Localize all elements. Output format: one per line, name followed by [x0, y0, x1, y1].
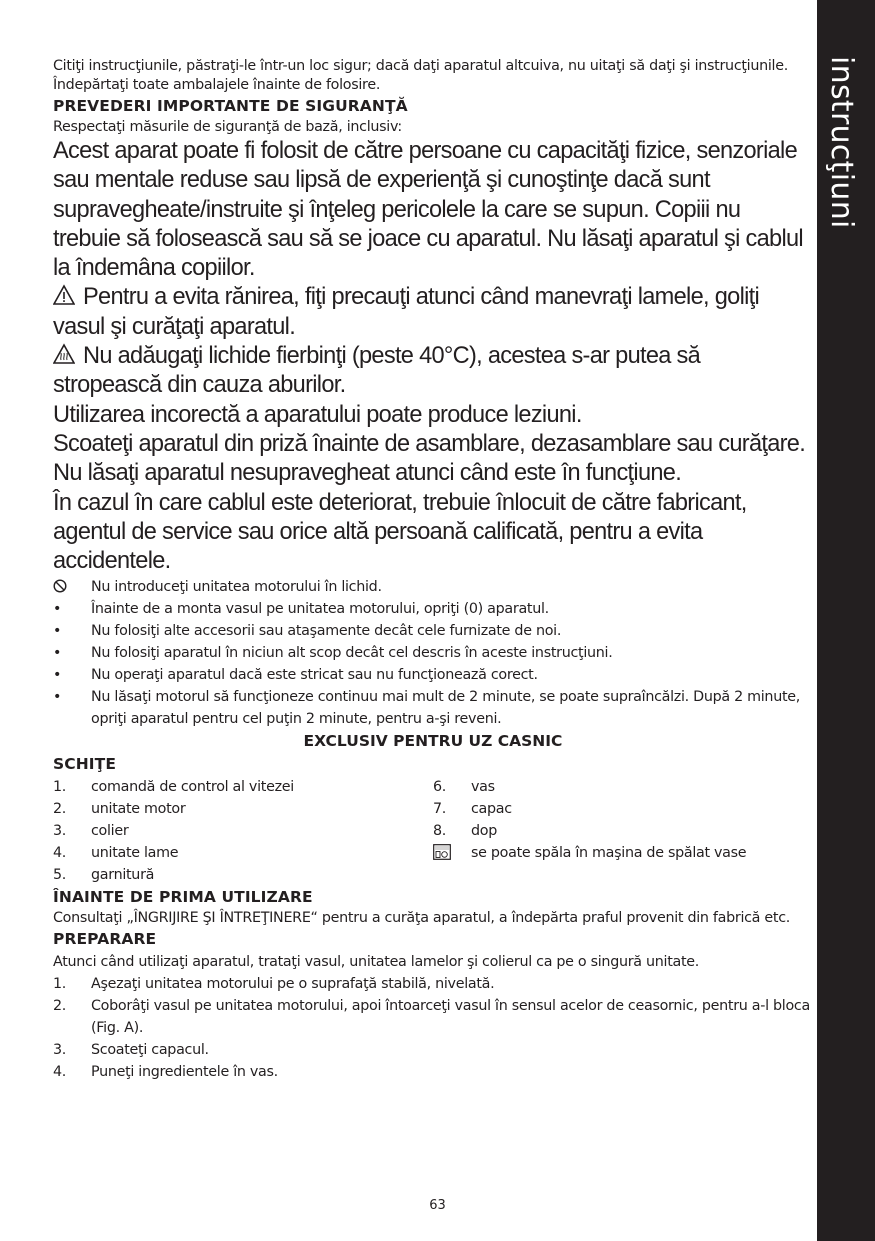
list-item: 3. colier — [53, 823, 129, 840]
list-item: 2. unitate motor — [53, 801, 186, 818]
preparation-steps — [53, 973, 813, 1083]
parts-list — [53, 776, 813, 886]
safety-bullet-list — [53, 576, 813, 730]
side-tab-label: instrucţiuni — [824, 56, 859, 229]
safety-paragraph-6: Nu lăsaţi aparatul nesupravegheat atunci când este în funcţiune. — [53, 460, 682, 487]
dishwasher-safe-icon — [433, 842, 463, 864]
safety-paragraph-4: Utilizarea incorectă a aparatului poate produce leziuni. — [53, 401, 582, 428]
before-first-use-text: Consultaţi „ÎNGRIJIRE ŞI ÎNTREŢINERE“ pentru a curăţa aparatul, a îndepărta praful provenit din fabrică etc. — [53, 910, 790, 927]
list-item: 1. Aşezaţi unitatea motorului pe o suprafaţă stabilă, nivelată. — [53, 976, 495, 993]
before-first-use-heading: ÎNAINTE DE PRIMA UTILIZARE — [53, 888, 313, 907]
list-item: • Înainte de a monta vasul pe unitatea motorului, opriţi (0) aparatul. — [53, 601, 549, 618]
safety-subheading: Respectaţi măsurile de siguranţă de bază, inclusiv: — [53, 119, 402, 135]
preparation-intro: Atunci când utilizaţi aparatul, trataţi vasul, unitatea lamelor şi colierul ca pe o singură unitate. — [53, 954, 700, 971]
list-item: 8. dop — [433, 823, 497, 840]
list-item: 3. Scoateţi capacul. — [53, 1042, 209, 1059]
safety-heading: PREVEDERI IMPORTANTE DE SIGURANŢĂ — [53, 97, 408, 115]
list-item: 4. unitate lame — [53, 845, 179, 862]
parts-list-left — [53, 776, 433, 886]
safety-paragraph-7: În cazul în care cablul este deteriorat, trebuie înlocuit de către fabricant, agentul de service sau orice altă persoană calificată, pentru a evita accidentele. — [53, 489, 747, 575]
safety-paragraph-2 — [53, 283, 813, 342]
warning-triangle-icon — [53, 284, 75, 306]
no-immersion-icon — [53, 576, 73, 598]
safety-paragraph-1: Acest aparat poate fi folosit de către persoane cu capacităţi fizice, senzoriale sau mentale reduse sau lipsă de experienţă şi cunoştinţe dacă sunt supravegheate/instruite şi înţeleg pericolele la care se supun. Copiii nu trebuie să folosească sau să se joace cu aparatul. Nu lăsaţi aparatul şi cablul la îndemâna copiilor. — [53, 138, 803, 282]
sketches-heading: SCHIŢE — [53, 755, 117, 774]
safety-paragraph-3 — [53, 342, 813, 401]
safety-paragraph-3-text: Nu adăugaţi lichide fierbinţi (peste 40°C), acestea s-ar putea să stropească din cauza aburilor. — [53, 343, 701, 399]
list-item: Nu introduceţi unitatea motorului în lichid. — [53, 576, 813, 598]
parts-list-right — [433, 776, 813, 886]
page-content — [53, 57, 813, 1083]
list-item: 7. capac — [433, 801, 512, 818]
household-use-heading: EXCLUSIV PENTRU UZ CASNIC — [303, 732, 563, 751]
list-item: 5. garnitură — [53, 867, 155, 884]
hot-surface-warning-icon — [53, 343, 75, 365]
list-item: 2. Coborâţi vasul pe unitatea motorului, apoi întoarceţi vasul în sensul acelor de ceasornic, pentru a-l bloca (Fig. A). — [53, 998, 810, 1037]
side-tab — [817, 0, 875, 1241]
list-item: • Nu folosiţi aparatul în niciun alt scop decât cel descris în aceste instrucţiuni. — [53, 645, 613, 662]
list-item: 6. vas — [433, 779, 495, 796]
page-number: 63 — [429, 1198, 446, 1213]
safety-paragraph-5: Scoateţi aparatul din priză înainte de asamblare, dezasamblare sau curăţare. — [53, 430, 806, 457]
list-item: • Nu folosiţi alte accesorii sau ataşamente decât cele furnizate de noi. — [53, 623, 562, 640]
list-item: 4. Puneţi ingredientele în vas. — [53, 1064, 278, 1081]
intro-text: Citiţi instrucţiunile, păstraţi-le într-un loc sigur; dacă daţi aparatul altcuiva, nu uitaţi să daţi şi instrucţiunile. Îndepărtaţi toate ambalajele înainte de folosire. — [53, 58, 788, 93]
safety-paragraph-2-text: Pentru a evita rănirea, fiţi precauţi atunci când manevraţi lamele, goliţi vasul şi curăţaţi aparatul. — [53, 284, 760, 340]
preparation-heading: PREPARARE — [53, 930, 157, 949]
list-item: 1. comandă de control al vitezei — [53, 779, 294, 796]
list-item: • Nu operaţi aparatul dacă este stricat sau nu funcţionează corect. — [53, 667, 538, 684]
list-item: se poate spăla în maşina de spălat vase — [433, 842, 813, 864]
list-item: • Nu lăsaţi motorul să funcţioneze continuu mai mult de 2 minute, se poate supraîncălzi. După 2 minute, opriţi aparatul pentru cel puţin 2 minute, pentru a-şi reveni. — [53, 689, 800, 728]
